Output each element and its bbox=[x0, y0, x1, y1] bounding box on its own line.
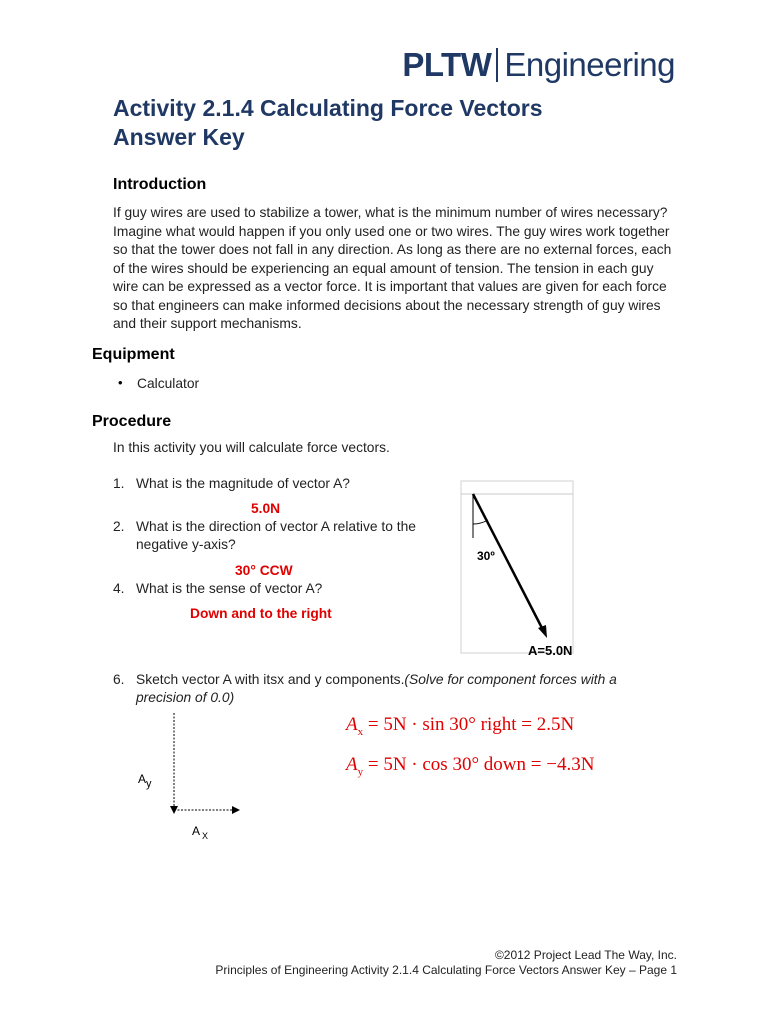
footer-copyright: ©2012 Project Lead The Way, Inc. bbox=[494, 948, 677, 962]
equipment-item: Calculator bbox=[137, 376, 200, 391]
pltw-logo bbox=[402, 46, 675, 84]
introduction-heading: Introduction bbox=[113, 176, 207, 193]
question-6-note: (Solve for component forces with a bbox=[404, 672, 617, 687]
introduction-body: If guy wires are used to stabilize a tower, what is the minimum number of wires necessary? Imagine what would happen if you only used one or two wires. The guy wires work together so that the tower does not fall in any direction. As long as there are no external forces, each of the wires should be experiencing an equal amount of tension. The tension in each guy wire can be expressed as a vector force. It is important that values are given for each force so that engineers can make informed decisions about the necessary strength of guy wires and their support mechanisms. bbox=[113, 205, 672, 331]
equation-ax-expression: = 5N · sin 30° right = 2.5N bbox=[363, 714, 575, 735]
ax-label: A $_X$ bbox=[192, 824, 209, 841]
answer-4: Down and to the right bbox=[190, 606, 332, 621]
equation-ax-symbol: A bbox=[346, 714, 358, 735]
question-6-note-line-2: precision of 0.0) bbox=[136, 690, 235, 705]
vector-a-arrowhead bbox=[538, 625, 547, 638]
title-line-2: Answer Key bbox=[113, 124, 245, 150]
angle-label: 30º bbox=[477, 549, 495, 563]
equipment-heading: Equipment bbox=[92, 346, 175, 363]
footer-page-line: Principles of Engineering Activity 2.1.4 Calculating Force Vectors Answer Key – Page 1 bbox=[215, 963, 677, 977]
page-title bbox=[113, 94, 543, 152]
answer-1: 5.0N bbox=[251, 501, 281, 516]
procedure-intro: In this activity you will calculate force vectors. bbox=[113, 440, 390, 455]
question-6-text: Sketch vector A with itsx and y components. bbox=[136, 672, 405, 687]
question-2-line-2: negative y-axis? bbox=[136, 537, 236, 552]
question-2-number: 2. bbox=[113, 519, 125, 534]
equation-ay-symbol: A bbox=[346, 754, 358, 775]
equation-ay bbox=[346, 754, 594, 778]
logo-suffix: Engineering bbox=[504, 46, 675, 83]
question-4-number: 4. bbox=[113, 581, 125, 596]
ay-label: Ay bbox=[138, 772, 152, 790]
equation-ay-expression: = 5N · cos 30° down = −4.3N bbox=[363, 754, 595, 775]
vector-a-label: A=5.0N bbox=[528, 643, 573, 658]
diagram-frame bbox=[461, 481, 573, 653]
question-4: What is the sense of vector A? bbox=[136, 581, 323, 596]
logo-divider bbox=[496, 48, 498, 82]
question-1: What is the magnitude of vector A? bbox=[136, 476, 350, 491]
question-6 bbox=[136, 671, 676, 707]
question-6-number: 6. bbox=[113, 672, 125, 687]
equation-ax-subscript: x bbox=[357, 725, 364, 738]
question-1-number: 1. bbox=[113, 476, 125, 491]
answer-2: 30° CCW bbox=[235, 563, 293, 578]
procedure-heading: Procedure bbox=[92, 413, 172, 430]
question-2-line-1: What is the direction of vector A relative to the bbox=[136, 519, 416, 534]
logo-brand: PLTW bbox=[402, 46, 492, 83]
equation-ay-subscript: y bbox=[357, 765, 364, 778]
equation-ax bbox=[346, 714, 574, 738]
components-sketch bbox=[130, 708, 250, 848]
title-line-1: Activity 2.1.4 Calculating Force Vectors bbox=[113, 95, 543, 121]
ax-arrowhead bbox=[232, 806, 240, 814]
bullet-icon: • bbox=[118, 375, 123, 390]
vector-a-diagram bbox=[456, 478, 576, 658]
question-2 bbox=[136, 518, 416, 554]
